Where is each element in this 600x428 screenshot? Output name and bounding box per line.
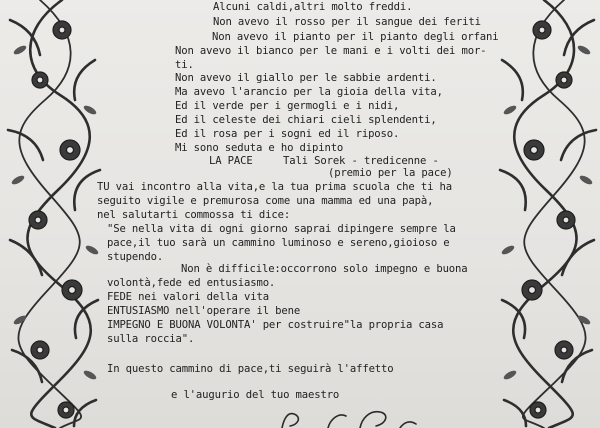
poem-line: Non avevo il bianco per le mani e i volti dei mor-: [175, 45, 487, 57]
letter-line: Non è difficile:occorrono solo impegno e buona: [181, 263, 468, 275]
letter-line: "Se nella vita di ogni giorno saprai dipingere sempre la: [107, 223, 456, 235]
letter-line: TU vai incontro alla vita,e la tua prima scuola che ti ha: [97, 181, 452, 193]
poem-line: Non avevo il rosso per il sangue dei feriti: [213, 16, 481, 28]
closing-line: In questo cammino di pace,ti seguirà l'affetto: [107, 363, 394, 375]
letter-line: IMPEGNO E BUONA VOLONTA' per costruire"la propria casa: [107, 319, 444, 331]
closing-line: e l'augurio del tuo maestro: [171, 389, 340, 401]
poem-award: (premio per la pace): [328, 167, 453, 179]
poem-line: Ed il verde per i germogli e i nidi,: [175, 100, 400, 112]
letter-line: ENTUSIASMO nell'operare il bene: [107, 305, 301, 317]
poem-line: Ed il rosa per i sogni ed il riposo.: [175, 128, 400, 140]
letter-line: pace,il tuo sarà un cammino luminoso e sereno,gioioso e: [107, 237, 450, 249]
letter-line: FEDE nei valori della vita: [107, 291, 269, 303]
poem-line: Non avevo il pianto per il pianto degli orfani: [212, 31, 499, 43]
poem-author: Tali Sorek - tredicenne -: [283, 155, 439, 167]
ornamental-border-left: [0, 0, 110, 428]
letter-line: sulla roccia".: [107, 333, 195, 345]
ornamental-border-right: [494, 0, 600, 428]
letter-line: seguito vigile e premurosa come una mamma ed una papà,: [97, 195, 434, 207]
poem-line: ti.: [175, 59, 194, 71]
poem-line: Ed il celeste dei chiari cieli splendenti,: [175, 114, 437, 126]
letter-line: nel salutarti commossa ti dice:: [97, 209, 291, 221]
handwritten-signature: [250, 398, 440, 428]
poem-line: Ma avevo l'arancio per la gioia della vita,: [175, 86, 443, 98]
letter-line: volontà,fede ed entusiasmo.: [107, 277, 276, 289]
poem-title: LA PACE: [209, 155, 253, 167]
poem-line: Alcuni caldi,altri molto freddi.: [213, 1, 413, 13]
poem-line: Non avevo il giallo per le sabbie ardenti.: [175, 72, 437, 84]
letter-line: stupendo.: [107, 251, 164, 263]
poem-line: Mi sono seduta e ho dipinto: [175, 142, 344, 154]
